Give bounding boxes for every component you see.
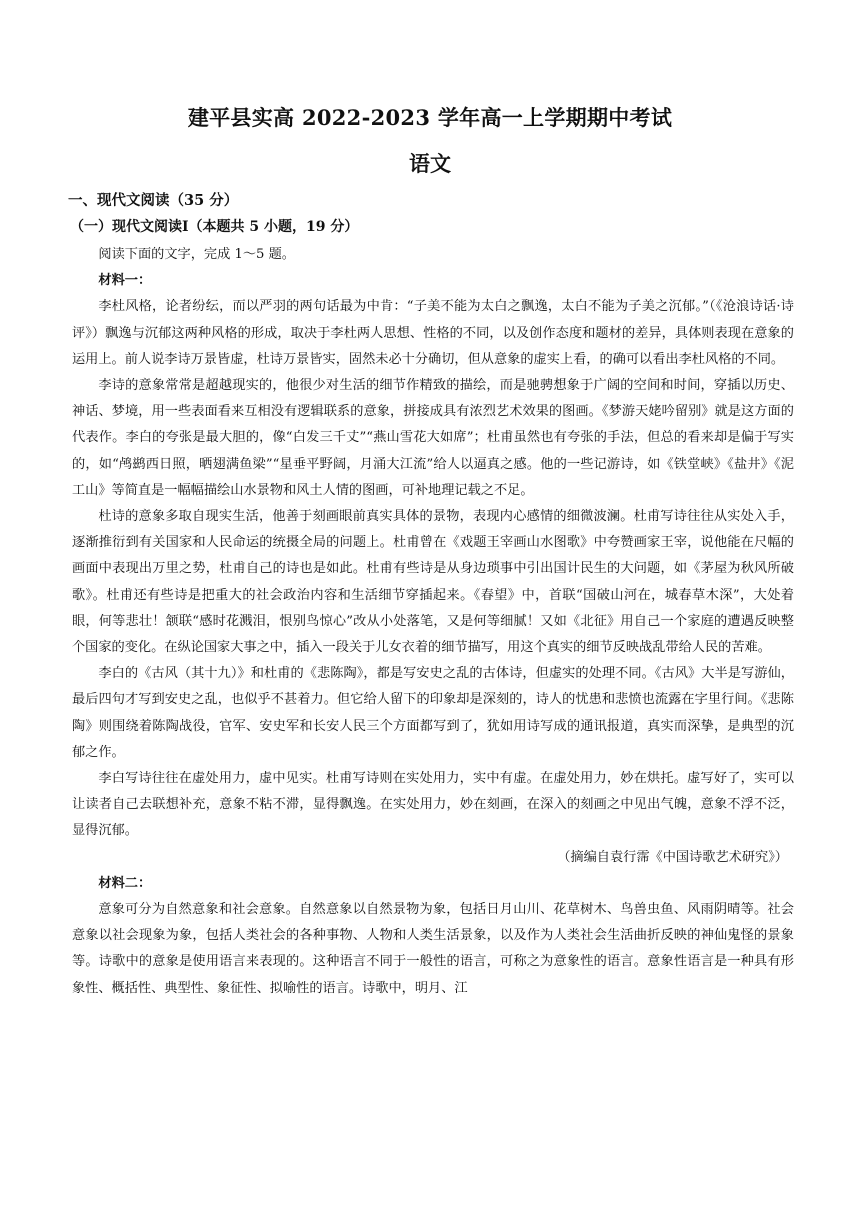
material-1-paragraph: 李白写诗往往在虚处用力，虚中见实。杜甫写诗则在实处用力，实中有虚。在虚处用力，妙在烘托。虚写好了，实可以让读者自己去联想补充，意象不粘不滞，显得飘逸。在实处用力，妙在刻画，在深入的刻画之中见出气魄，意象不浮不泛，显得沉郁。: [72, 771, 794, 839]
material-1-paragraph: 李杜风格，论者纷纭，而以严羽的两句话最为中肯：“子美不能为太白之飘逸，太白不能为子美之沉郁。”（《沧浪诗话·诗评》）飘逸与沉郁这两种风格的形成，取决于李杜两人思想、性格的不同，以及创作态度和题材的差异，具体则表现在意象的运用上。前人说李诗万景皆虚，杜诗万景皆实，固然未必十分确切，但从意象的虚实上看，的确可以看出李杜风格的不同。: [72, 299, 794, 367]
subsection-heading: （一）现代文阅读Ⅰ（本题共 5 小题，19 分）: [70, 219, 359, 235]
material-1-paragraph: 李诗的意象常常是超越现实的，他很少对生活的细节作精致的描绘，而是驰骋想象于广阔的空间和时间，穿插以历史、神话、梦境，用一些表面看来互相没有逻辑联系的意象，拼接成具有浓烈艺术效果的图画。《梦游天姥吟留别》就是这方面的代表作。李白的夸张是最大胆的，像“白发三千丈”“燕山雪花大如席”；杜甫虽然也有夸张的手法，但总的看来却是偏于写实的，如“鸬鹚西日照，晒翅满鱼梁”“星垂平野阔，月涌大江流”给人以逼真之感。他的一些记游诗，如《铁堂峡》《盐井》《泥工山》等简直是一幅幅描绘山水景物和风土人情的图画，可补地理记载之不足。: [72, 378, 794, 498]
material-1-paragraph: 杜诗的意象多取自现实生活，他善于刻画眼前真实具体的景物，表现内心感情的细微波澜。杜甫写诗往往从实处入手，逐渐推衍到有关国家和人民命运的统摄全局的问题上。杜甫曾在《戏题王宰画山水图歌》中夸赞画家王宰，说他能在尺幅的画面中表现出万里之势，杜甫自己的诗也是如此。杜甫有些诗是从身边琐事中引出国计民生的大问题，如《茅屋为秋风所破歌》。杜甫还有些诗是把重大的社会政治内容和生活细节穿插起来。《春望》中，首联“国破山河在，城春草木深”，大处着眼，何等悲壮！颔联“感时花溅泪，恨别鸟惊心”改从小处落笔，又是何等细腻！又如《北征》用自己一个家庭的遭遇反映整个国家的变化。在纵论国家大事之中，插入一段关于儿女衣着的细节描写，用这个真实的细节反映战乱带给人民的苦难。: [72, 509, 794, 656]
material-1-paragraph: 李白的《古风（其十九）》和杜甫的《悲陈陶》，都是写安史之乱的古体诗，但虚实的处理不同。《古风》大半是写游仙，最后四句才写到安史之乱，也似乎不甚着力。但它给人留下的印象却是深刻的，诗人的忧患和悲愤也流露在字里行间。《悲陈陶》则围绕着陈陶战役，官军、安史军和长安人民三个方面都写到了，犹如用诗写成的通讯报道，真实而深挚，是典型的沉郁之作。: [72, 666, 794, 760]
section-heading: 一、现代文阅读（35 分）: [68, 192, 239, 209]
material-2-label: 材料二：: [98, 875, 152, 891]
document-title: 建平县实高 2022-2023 学年高一上学期期中考试: [187, 105, 673, 130]
material-2-paragraph: 意象可分为自然意象和社会意象。自然意象以自然景物为象，包括日月山川、花草树木、鸟兽虫鱼、风雨阴晴等。社会意象以社会现象为象，包括人类社会的各种事物、人物和人类生活景象，以及作为人类社会生活曲折反映的神仙鬼怪的景象等。诗歌中的意象是使用语言来表现的。这种语言不同于一般性的语言，可称之为意象性的语言。意象性语言是一种具有形象性、概括性、典型性、象征性、拟喻性的语言。诗歌中，明月、江: [72, 902, 794, 996]
material-1-source: （摘编自袁行霈《中国诗歌艺术研究》）: [557, 849, 788, 865]
document-body: [72, 242, 794, 1002]
instruction-text: 阅读下面的文字，完成 1～5 题。: [98, 247, 295, 262]
document-subject: 语文: [409, 151, 451, 176]
material-1-label: 材料一：: [98, 273, 152, 289]
